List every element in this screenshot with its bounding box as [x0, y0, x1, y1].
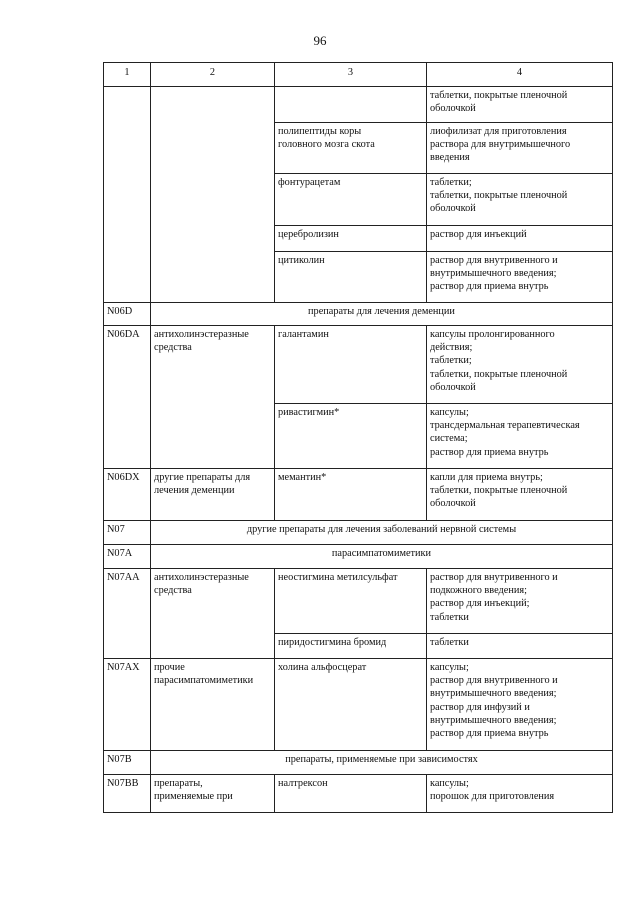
column-header: 3 — [275, 63, 427, 87]
drug-name-cell: церебролизин — [275, 226, 427, 252]
drug-name-cell — [275, 87, 427, 123]
table-row — [104, 87, 613, 123]
table-row — [104, 659, 613, 751]
atc-code-cell — [104, 87, 151, 303]
atc-code-cell: N07A — [104, 545, 151, 569]
drug-name-cell: холина альфосцерат — [275, 659, 427, 751]
table-row — [104, 303, 613, 326]
dosage-form-cell: капсулы; трансдермальная терапевтическая система; раствор для приема внутрь — [427, 404, 613, 469]
drug-name-cell: неостигмина метилсульфат — [275, 569, 427, 634]
dosage-form-cell: раствор для инъекций — [427, 226, 613, 252]
drug-name-cell: налтрексон — [275, 775, 427, 813]
dosage-form-cell: таблетки; таблетки, покрытые пленочной оболочкой — [427, 174, 613, 226]
drug-name-cell: цитиколин — [275, 252, 427, 303]
drug-name-cell: пиридостигмина бромид — [275, 634, 427, 659]
table-row — [104, 775, 613, 813]
drug-name-cell: мемантин* — [275, 469, 427, 521]
drug-name-cell: полипептиды коры головного мозга скота — [275, 123, 427, 174]
column-header: 2 — [151, 63, 275, 87]
drug-name-cell: ривастигмин* — [275, 404, 427, 469]
group-name-cell: другие препараты для лечения деменции — [151, 469, 275, 521]
atc-code-cell: N06D — [104, 303, 151, 326]
atc-code-cell: N06DX — [104, 469, 151, 521]
dosage-form-cell: капсулы; раствор для внутривенного и внутримышечного введения; раствор для инфузий и внутримышечного введения; раствор для приема внутрь — [427, 659, 613, 751]
dosage-form-cell: капсулы; порошок для приготовления — [427, 775, 613, 813]
column-header: 4 — [427, 63, 613, 87]
dosage-form-cell: раствор для внутривенного и внутримышечного введения; раствор для приема внутрь — [427, 252, 613, 303]
table-header-row — [104, 63, 613, 87]
group-name-cell — [151, 87, 275, 303]
table-row — [104, 545, 613, 569]
group-heading-cell: парасимпатомиметики — [151, 545, 613, 569]
group-name-cell: антихолинэстеразные средства — [151, 569, 275, 659]
drug-table — [103, 62, 613, 813]
atc-code-cell: N06DA — [104, 326, 151, 469]
page-number: 96 — [313, 33, 327, 48]
drug-name-cell: фонтурацетам — [275, 174, 427, 226]
table-row — [104, 521, 613, 545]
group-name-cell: антихолинэстеразные средства — [151, 326, 275, 469]
dosage-form-cell: капли для приема внутрь; таблетки, покрытые пленочной оболочкой — [427, 469, 613, 521]
atc-code-cell: N07AX — [104, 659, 151, 751]
group-heading-cell: препараты, применяемые при зависимостях — [151, 751, 613, 775]
dosage-form-cell: таблетки, покрытые пленочной оболочкой — [427, 87, 613, 123]
table-row — [104, 469, 613, 521]
table-row — [104, 751, 613, 775]
atc-code-cell: N07AA — [104, 569, 151, 659]
column-header: 1 — [104, 63, 151, 87]
group-name-cell: препараты, применяемые при — [151, 775, 275, 813]
dosage-form-cell: таблетки — [427, 634, 613, 659]
table-row — [104, 326, 613, 404]
table-row — [104, 569, 613, 634]
group-heading-cell: другие препараты для лечения заболеваний нервной системы — [151, 521, 613, 545]
dosage-form-cell: раствор для внутривенного и подкожного введения; раствор для инъекций; таблетки — [427, 569, 613, 634]
atc-code-cell: N07B — [104, 751, 151, 775]
drug-name-cell: галантамин — [275, 326, 427, 404]
atc-code-cell: N07 — [104, 521, 151, 545]
group-name-cell: прочие парасимпатомиметики — [151, 659, 275, 751]
group-heading-cell: препараты для лечения деменции — [151, 303, 613, 326]
atc-code-cell: N07BB — [104, 775, 151, 813]
dosage-form-cell: капсулы пролонгированного действия; таблетки; таблетки, покрытые пленочной оболочкой — [427, 326, 613, 404]
dosage-form-cell: лиофилизат для приготовления раствора для внутримышечного введения — [427, 123, 613, 174]
